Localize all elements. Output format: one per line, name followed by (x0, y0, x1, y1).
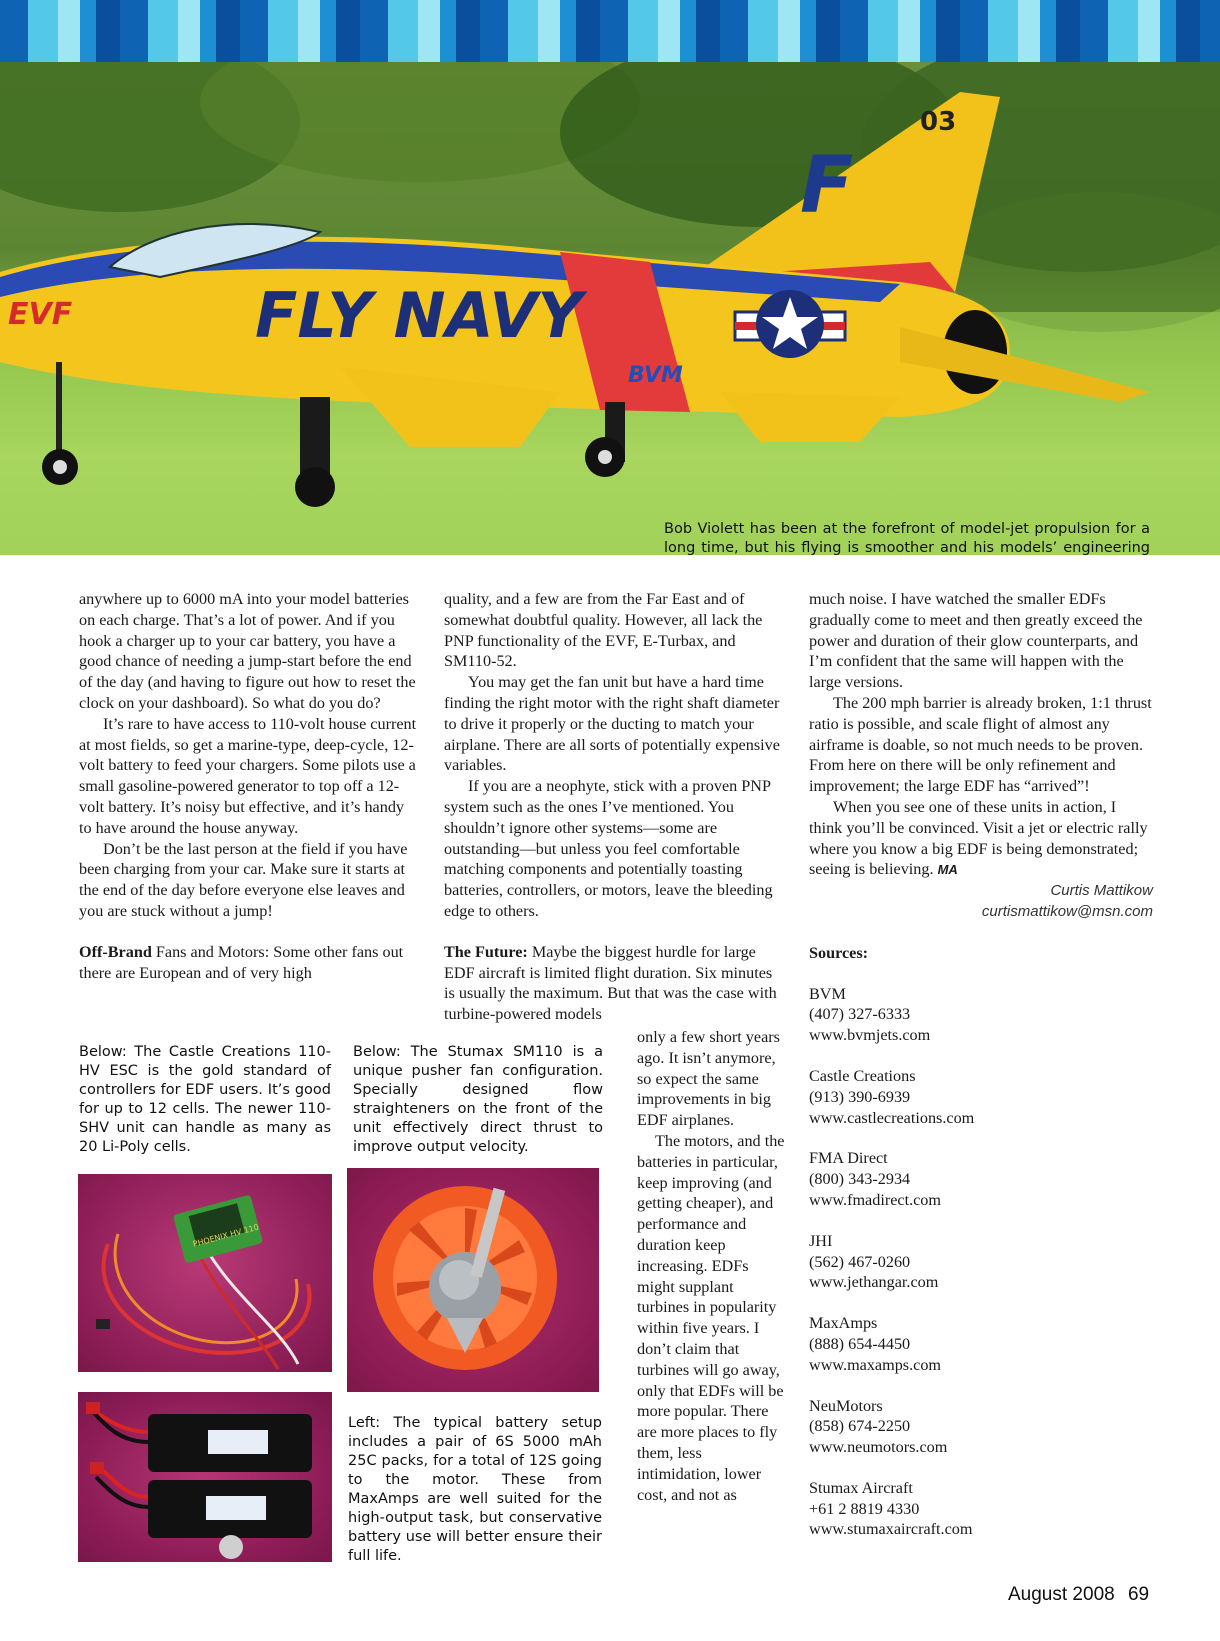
tail-number: 03 (920, 107, 957, 137)
source-website[interactable]: www.jethangar.com (809, 1273, 939, 1292)
source-entry (809, 1478, 1153, 1540)
battery-caption: Left: The typical battery setup includes a pair of 6S 5000 mAh 25C packs, for a total of 12S going to the motor. These from MaxAmps are well suited for the high-output task, but conservative battery use will better ensure their full life. (348, 1415, 602, 1564)
hero-caption: Bob Violett has been at the forefront of model-jet propulsion for a long time, but his flying is smoother and his models’ engineering (664, 521, 1150, 555)
page-number: 69 (1127, 1584, 1150, 1605)
paragraph (809, 797, 1153, 881)
paragraph (79, 942, 419, 984)
paragraph-text: Fans and Motors: Some other fans out there are European and of very high (79, 942, 404, 982)
hero-photo (0, 62, 1220, 555)
paragraph: It’s rare to have access to 110-volt house current at most fields, so get a marine-type, deep-cycle, 12-volt battery to feed your chargers. Some pilots use a small gasoline-powered generator to top off a 12-volt battery. It’s noisy but effective, and it’s handy to have around the house anyway. (79, 714, 417, 837)
page-footer (1008, 1584, 1149, 1606)
column-3 (809, 589, 1153, 1540)
source-website[interactable]: www.castlecreations.com (809, 1108, 975, 1127)
source-phone: (888) 654-4450 (809, 1334, 911, 1353)
source-website[interactable]: www.stumaxaircraft.com (809, 1520, 973, 1539)
paragraph: anywhere up to 6000 mA into your model batteries on each charge. That’s a lot of power. And if you hook a charger up to your car battery, you have a good chance of needing a jump-start before the end of the day (and having to figure out how to reset the clock on your dashboard). So what do you do? (79, 590, 416, 712)
paragraph: The 200 mph barrier is already broken, 1:1 thrust ratio is possible, and scale flight of almost any airframe is doable, so not much needs to be proven. From here on there will be only refinement and improvement; the large EDF has “arrived”! (809, 693, 1152, 796)
source-entry (809, 1396, 1153, 1458)
column-1 (79, 589, 419, 983)
paragraph: If you are a neophyte, stick with a proven PNP system such as the ones I’ve mentioned. You shouldn’t ignore other systems—some are outstanding—but unless you feel comfortable matching components and potentially toasting batteries, controllers, or motors, leave the bleeding edge to others. (444, 777, 773, 920)
decorative-stripe-band (0, 0, 1220, 62)
source-website[interactable]: www.maxamps.com (809, 1355, 942, 1374)
issue-date: August 2008 (1008, 1584, 1115, 1605)
esc-photo (78, 1174, 332, 1372)
source-entry (809, 1066, 1153, 1128)
source-phone: (800) 343-2934 (809, 1170, 911, 1189)
fuselage-text: FLY NAVY (255, 279, 583, 352)
source-name: Stumax Aircraft (809, 1478, 913, 1497)
paragraph: much noise. I have watched the smaller EDFs gradually come to meet and then greatly exceed the power and duration of their glow counterparts, and I’m confident that the same will happen with the large versions. (809, 590, 1143, 692)
paragraph-text: Maybe the biggest hurdle for large EDF aircraft is limited flight duration. Six minutes is usually the maximum. But that was the case with turbine-powered models (444, 942, 777, 1024)
source-name: BVM (809, 984, 846, 1003)
source-website[interactable]: www.fmadirect.com (809, 1190, 941, 1209)
paragraph: quality, and a few are from the Far East and of somewhat doubtful quality. However, all lack the PNP functionality of the EVF, E-Turbax, and SM110-52. (444, 590, 763, 671)
source-name: NeuMotors (809, 1396, 883, 1415)
esc-label: PHOENIX HV 110 (191, 1222, 260, 1249)
run-in-heading: The Future: (444, 942, 528, 961)
source-website[interactable]: www.neumotors.com (809, 1438, 948, 1457)
source-name: MaxAmps (809, 1314, 878, 1333)
source-phone: +61 2 8819 4330 (809, 1499, 920, 1518)
source-entry (809, 1148, 1153, 1210)
source-entry (809, 1313, 1153, 1375)
sources-title: Sources: (809, 943, 869, 962)
nose-logo: EVF (8, 297, 73, 332)
electra-jet-illustration (0, 62, 1220, 555)
run-in-heading: Off-Brand (79, 942, 152, 961)
paragraph: Don’t be the last person at the field if you have been charging from your car. Make sure it starts at the end of the day before everyone else leaves and you are stuck without a jump! (79, 839, 408, 920)
source-name: JHI (809, 1231, 833, 1250)
esc-caption: Below: The Castle Creations 110-HV ESC is the gold standard of controllers for EDF users. It’s good for up to 12 cells. The newer 110-SHV unit can handle as many as 20 Li-Poly cells. (79, 1044, 331, 1155)
author-email: curtismattikow@msn.com (981, 902, 1153, 920)
source-name: Castle Creations (809, 1066, 916, 1085)
source-phone: (913) 390-6939 (809, 1087, 911, 1106)
source-entry (809, 984, 1153, 1046)
belly-logo: BVM (628, 363, 683, 388)
battery-photo (78, 1392, 332, 1562)
paragraph-text: When you see one of these units in action, I think you’ll be convinced. Visit a jet or electric rally where you know a big EDF is being demonstrated; seeing is believing. (809, 797, 1148, 879)
source-entry (809, 1231, 1153, 1293)
source-name: FMA Direct (809, 1149, 888, 1168)
author-name: Curtis Mattikow (1050, 882, 1153, 900)
column-2 (444, 589, 784, 1025)
paragraph: You may get the fan unit but have a hard time finding the right motor with the right shaft diameter to drive it properly or the ducting to match your airplane. There are all sorts of potentially expensive variables. (444, 673, 780, 775)
sources-list (809, 943, 1153, 1541)
paragraph (444, 942, 784, 1025)
source-website[interactable]: www.bvmjets.com (809, 1026, 931, 1045)
source-phone: (562) 467-0260 (809, 1252, 911, 1271)
fan-photo (347, 1168, 599, 1392)
column-2-continued (637, 1027, 787, 1505)
tail-letter: F (800, 141, 854, 231)
paragraph: only a few short years ago. It isn’t anymore, so expect the same improvements in big EDF airplanes. (637, 1028, 780, 1130)
fan-caption: Below: The Stumax SM110 is a unique pusher fan configuration. Specially designed flow straighteners on the front of the unit effectively direct thrust to improve output velocity. (353, 1044, 603, 1155)
source-phone: (407) 327-6333 (809, 1005, 911, 1024)
paragraph: The motors, and the batteries in particular, keep improving (and getting cheaper), and performance and duration keep increasing. EDFs might supplant turbines in popularity within five years. I don’t claim that turbines will go away, only that EDFs will be more popular. There are more places to fly them, less intimidation, lower cost, and not as (637, 1131, 785, 1504)
source-phone: (858) 674-2250 (809, 1417, 911, 1436)
end-mark: MA (937, 862, 958, 878)
